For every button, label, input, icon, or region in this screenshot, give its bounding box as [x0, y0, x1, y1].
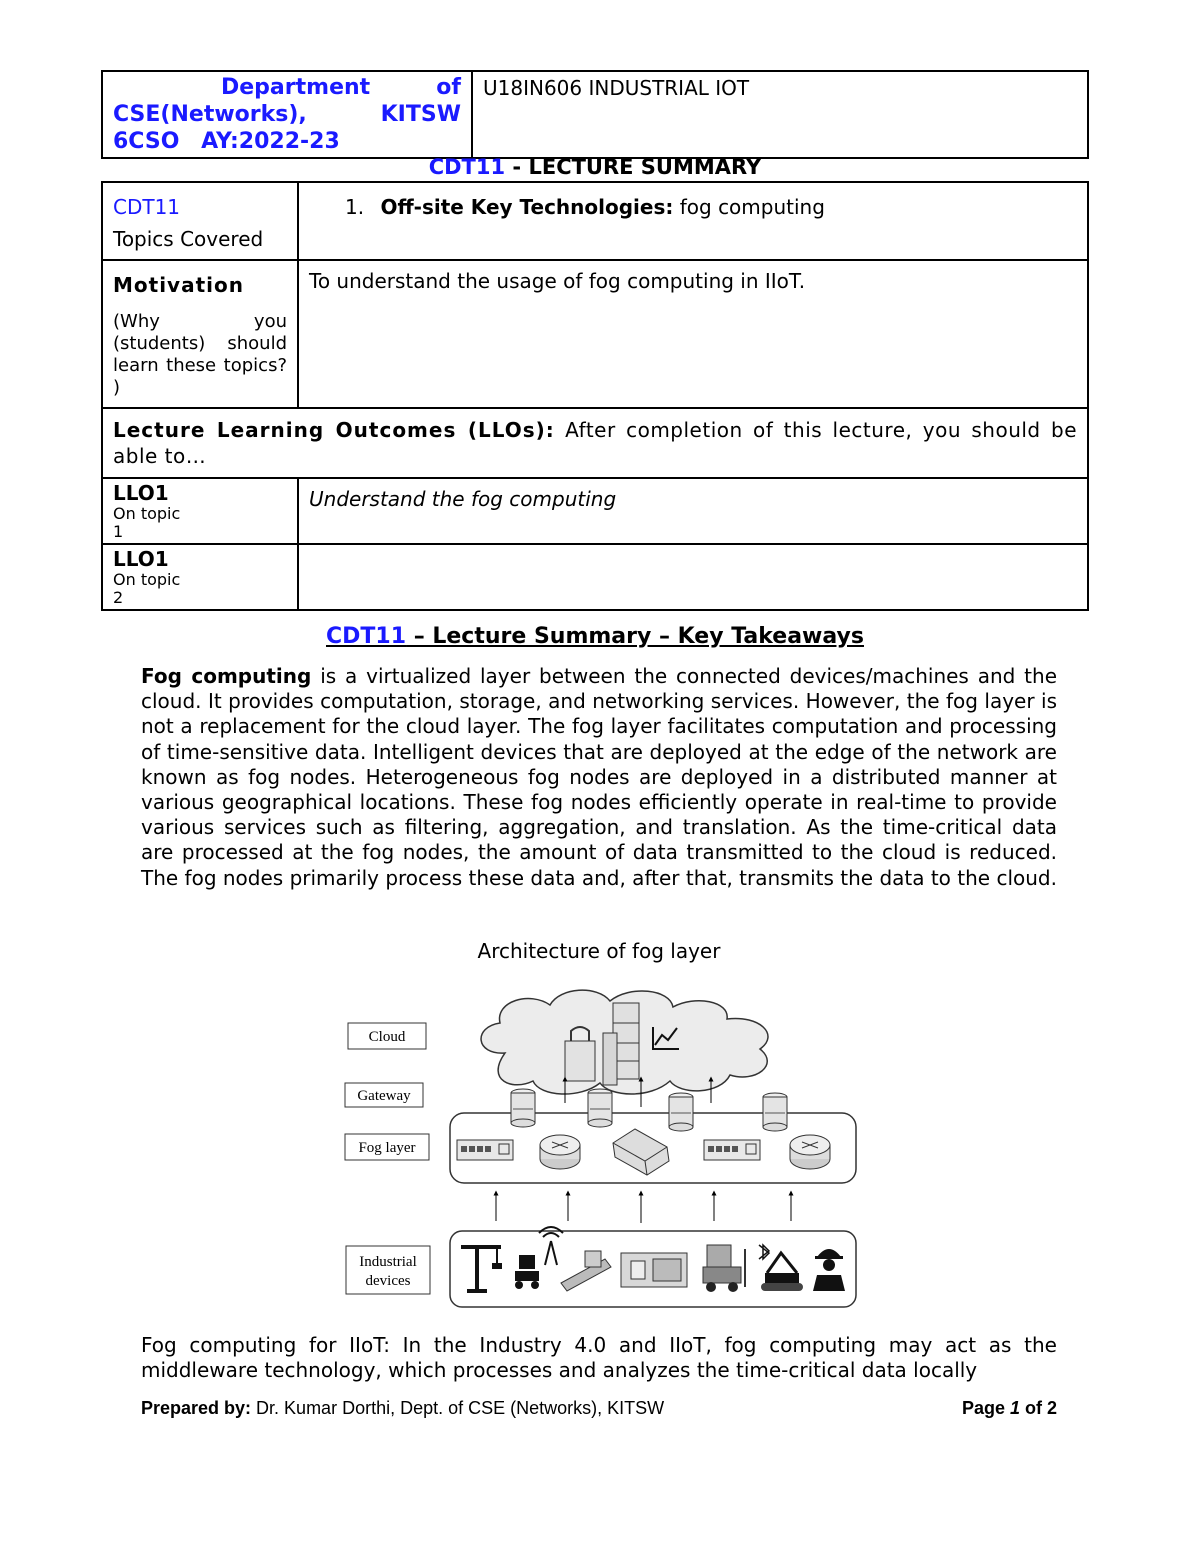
llo-1-topic-number: 1: [113, 522, 124, 541]
topics-label: Topics Covered: [113, 227, 264, 251]
topics-label-cell: [102, 182, 298, 260]
bluetooth-icon: [759, 1245, 769, 1259]
course-title: U18IN606 INDUSTRIAL IOT: [483, 76, 750, 100]
lecture-summary-title: [101, 155, 1089, 179]
page-total: 2: [1046, 1398, 1057, 1418]
motivation-text: To understand the usage of fog computing in IIoT.: [309, 269, 806, 293]
devices-label-line-1: Industrial: [359, 1254, 417, 1270]
gateway-servers: [511, 1089, 787, 1131]
topic-text: fog computing: [673, 195, 825, 219]
lecture-table: [101, 181, 1089, 611]
topic-heading: Off-site Key Technologies:: [380, 195, 674, 219]
paragraph-term: Fog computing: [141, 664, 312, 688]
llo-1-text-cell: [298, 478, 1088, 544]
paragraph-body: is a virtualized layer between the connected devices/machines and the cloud. It provides computation, storage, and networking services. However, the fog layer is not a replacement for the cloud layer. The fog layer facilitates computation and processing of time-sensitive data. Intelligent devices that are deployed at the edge of the network are known as fog nodes. Heterogeneous fog nodes are deployed in a distributed manner at various geographical locations. These fog nodes efficiently operate in real-time to provide various services such as filtering, aggregation, and translation. As the time-critical data are processed at the fog nodes, the amount of data transmitted to the cloud is reduced. The fog nodes primarily process these data and, after that, transmits the data to the cloud.: [141, 664, 1057, 890]
topic-number: 1.: [345, 195, 365, 219]
machine-icon: [621, 1253, 687, 1287]
page-footer: [141, 1398, 1057, 1419]
page-number: [962, 1398, 1057, 1419]
llo-2-text-cell: [298, 544, 1088, 610]
department-cell: [102, 71, 472, 158]
llo-1-code-cell: [102, 478, 298, 544]
motivation-row: [102, 260, 1088, 408]
llo-2-topic: On topic: [113, 570, 181, 589]
forklift-icon: [703, 1245, 745, 1292]
header-table: [101, 70, 1089, 159]
page-of: of: [1019, 1398, 1047, 1418]
motivation-label-cell: [102, 260, 298, 408]
takeaways-code: CDT11: [326, 624, 407, 649]
conveyor-icon: [561, 1251, 611, 1291]
excavator-icon: [761, 1253, 803, 1291]
page-current: 1: [1009, 1398, 1020, 1418]
llo-row-1: [102, 478, 1088, 544]
layer-labels: [345, 1023, 430, 1294]
page-label: Page: [961, 1398, 1010, 1418]
worker-icon: [813, 1249, 845, 1291]
summary-code: CDT11: [428, 155, 506, 179]
llo-2-topic-number: 2: [113, 588, 124, 607]
dept-line-2: CSE(Networks), KITSW: [113, 102, 461, 127]
dept-line-1: Department of: [221, 75, 461, 100]
llo-header-row: [102, 408, 1088, 478]
llo-1-text: Understand the fog computing: [309, 487, 617, 511]
llo-header-bold: Lecture Learning Outcomes (LLOs):: [113, 418, 555, 442]
llo-1-code: LLO1: [113, 481, 169, 505]
prepared-by: Dr. Kumar Dorthi, Dept. of CSE (Networks), KITSW: [251, 1398, 665, 1418]
cloud-label: Cloud: [368, 1029, 406, 1045]
industrial-device-icons: [461, 1227, 845, 1293]
course-cell: [472, 71, 1088, 158]
motivation-subtext: (Why you (students) should learn these topics? ): [113, 311, 287, 398]
devices-label-line-2: devices: [365, 1273, 411, 1289]
llo-2-code-cell: [102, 544, 298, 610]
takeaways-title-text: – Lecture Summary – Key Takeaways: [406, 624, 864, 649]
llo-header-text: After completion of this lecture, you should be able to…: [113, 418, 1077, 468]
fog-architecture-diagram: [335, 983, 865, 1313]
topics-code: CDT11: [113, 195, 181, 219]
antenna-icon: [539, 1227, 563, 1265]
fog-nodes: [457, 1129, 830, 1175]
fog-computing-paragraph: [141, 664, 1057, 891]
cloud-icon: [481, 990, 768, 1094]
fog-layer-label: Fog layer: [358, 1140, 416, 1156]
prepared-by-label: Prepared by:: [141, 1398, 252, 1418]
llo-header-cell: [102, 408, 1088, 478]
fog-iiot-paragraph: Fog computing for IIoT: In the Industry 4.0 and IIoT, fog computing may act as the middleware technology, which processes and analyzes the time-critical data locally: [141, 1333, 1057, 1383]
llo-row-2: [102, 544, 1088, 610]
topics-content-cell: [298, 182, 1088, 260]
llo-2-code: LLO1: [113, 547, 169, 571]
motivation-label: Motivation: [113, 273, 244, 297]
key-takeaways-title: [101, 624, 1089, 649]
figure-caption: Architecture of fog layer: [477, 939, 721, 963]
gateway-label: Gateway: [357, 1088, 411, 1104]
llo-1-topic: On topic: [113, 504, 181, 523]
summary-title-text: - LECTURE SUMMARY: [505, 155, 762, 179]
topic-item: [309, 195, 1077, 219]
crane-icon: [461, 1245, 502, 1293]
motivation-content-cell: [298, 260, 1088, 408]
robot-icon: [515, 1255, 539, 1289]
dept-line-3: 6CSO AY:2022-23: [113, 129, 340, 154]
topics-row: [102, 182, 1088, 260]
